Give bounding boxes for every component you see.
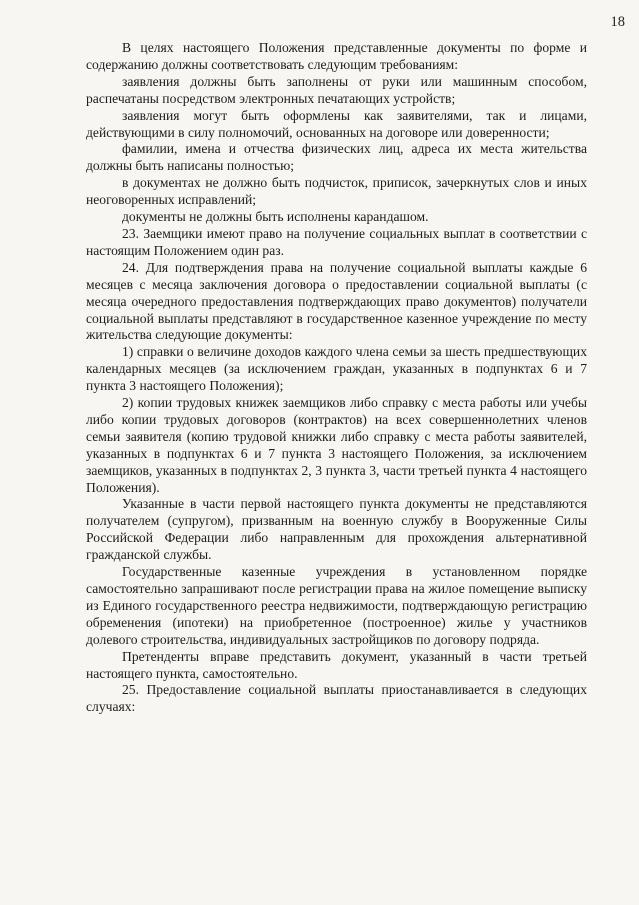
paragraph: 25. Предоставление социальной выплаты приостанавливается в следующих случаях: <box>86 682 587 715</box>
paragraph: Претенденты вправе представить документ, указанный в части третьей настоящего пункта, самостоятельно. <box>86 648 587 681</box>
paragraph: 24. Для подтверждения права на получение социальной выплаты каждые 6 месяцев с месяца заключения договора о предоставлении социальной выплаты (с месяца очередного предоставления подтверждающих право документов) получатели социальной выплаты представляют в государственное казенное учреждение по месту жительства следующие документы: <box>86 259 587 343</box>
paragraph: в документах не должно быть подчисток, приписок, зачеркнутых слов и иных неоговоренных исправлений; <box>86 175 587 208</box>
paragraph: 1) справки о величине доходов каждого члена семьи за шесть предшествующих календарных месяцев (за исключением граждан, указанных в подпунктах 6 и 7 пункта 3 настоящего Положения); <box>86 344 587 394</box>
paragraph: Указанные в части первой настоящего пункта документы не представляются получателем (супругом), призванным на военную службу в Вооруженные Силы Российской Федерации либо направленным для прохождения альтернативной гражданской службы. <box>86 496 587 563</box>
paragraph: 2) копии трудовых книжек заемщиков либо справку с места работы или учебы либо копии трудовых договоров (контрактов) на всех совершеннолетних членов семьи заявителя (копию трудовой книжки либо справку с места работы заявителей, указанных в подпунктах 6 и 7 пункта 3 настоящего Положения, за исключением заемщиков, указанных в подпунктах 2, 3 пункта 3, части третьей пункта 4 настоящего Положения). <box>86 395 587 495</box>
paragraph: документы не должны быть исполнены карандашом. <box>122 209 429 225</box>
paragraph: фамилии, имена и отчества физических лиц, адреса их места жительства должны быть написаны полностью; <box>86 141 587 174</box>
paragraph: В целях настоящего Положения представленные документы по форме и содержанию должны соответствовать следующим требованиям: <box>86 40 587 72</box>
paragraph: заявления могут быть оформлены как заявителями, так и лицами, действующими в силу полномочий, основанных на договоре или доверенности; <box>86 107 587 140</box>
document-body <box>86 40 587 716</box>
paragraph: 23. Заемщики имеют право на получение социальных выплат в соответствии с настоящим Положением один раз. <box>86 225 587 258</box>
paragraph: Государственные казенные учреждения в установленном порядке самостоятельно запрашивают после регистрации права на жилое помещение выписку из Единого государственного реестра недвижимости, подтверждающую регистрацию обременения (ипотеки) на приобретенное (построенное) жилье у участников долевого строительства, индивидуальных застройщиков по договору подряда. <box>86 564 587 647</box>
page-number: 18 <box>610 14 625 30</box>
paragraph: заявления должны быть заполнены от руки или машинным способом, распечатаны посредством электронных печатающих устройств; <box>86 73 587 106</box>
